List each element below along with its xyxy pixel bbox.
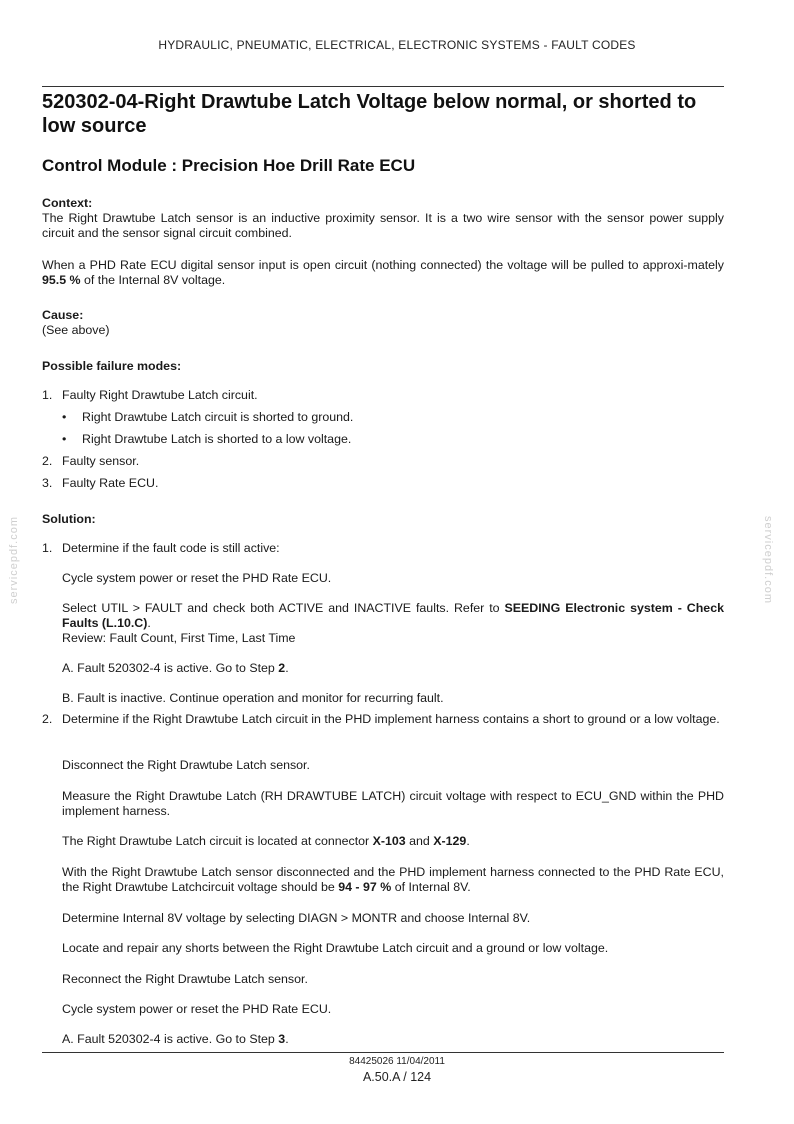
expected-voltage-value: 94 - 97 % (338, 880, 392, 894)
step-1-option-b: B. Fault is inactive. Continue operation and monitor for recurring fault. (62, 691, 444, 705)
step-2-locate: Locate and repair any shorts between the Right Drawtube Latch circuit and a ground or low voltage. (62, 941, 609, 955)
failure-item-number: 2. (42, 454, 53, 468)
step-1-select-tail: . (147, 616, 151, 630)
footer-document-number: 84425026 11/04/2011 (349, 1056, 445, 1067)
watermark-right: servicepdf.com (762, 516, 774, 604)
context-heading: Context: (42, 196, 93, 210)
failure-item-text: Faulty Rate ECU. (62, 476, 159, 490)
step-1-option-a (62, 661, 724, 676)
step-number: 2. (42, 712, 53, 726)
bullet-mark: • (62, 410, 67, 424)
step-2-option-a (62, 1032, 724, 1047)
context-paragraph-1: The Right Drawtube Latch sensor is an inductive proximity sensor. It is a two wire sensor with the sensor power supply circuit and the sensor signal circuit combined. (42, 211, 724, 240)
header-rule (42, 86, 724, 87)
fault-title: 520302-04-Right Drawtube Latch Voltage below normal, or shorted to low source (42, 91, 697, 137)
control-module-heading: Control Module : Precision Hoe Drill Rate ECU (42, 156, 416, 175)
bullet-text: Right Drawtube Latch circuit is shorted to ground. (82, 410, 354, 424)
option-a-step: 2 (278, 661, 286, 675)
step-1-select-text: Select UTIL > FAULT and check both ACTIVE and INACTIVE faults. Refer to (62, 601, 505, 615)
expected-voltage-text: With the Right Drawtube Latch sensor disconnected and the PHD implement harness connected to the PHD Rate ECU, the Right Drawtube Latchcircuit voltage should be (62, 865, 724, 894)
cause-heading: Cause: (42, 308, 84, 322)
failure-modes-heading: Possible failure modes: (42, 359, 182, 373)
context-p2-text: When a PHD Rate ECU digital sensor input is open circuit (nothing connected) the voltage will be pulled to approxi-mately (42, 258, 724, 272)
step-2-disconnect: Disconnect the Right Drawtube Latch sensor. (62, 758, 310, 772)
cause-text: (See above) (42, 323, 110, 337)
context-p2-value: 95.5 % (42, 273, 81, 287)
step-2-reconnect: Reconnect the Right Drawtube Latch sensor. (62, 972, 308, 986)
step-number: 1. (42, 541, 53, 555)
context-paragraph-2 (42, 258, 724, 288)
step-1-select (62, 601, 724, 631)
bullet-text: Right Drawtube Latch is shorted to a low voltage. (82, 432, 352, 446)
failure-item-number: 1. (42, 388, 53, 402)
failure-item-text: Faulty sensor. (62, 454, 140, 468)
option-a-step: 3 (278, 1032, 286, 1046)
connector-x103: X-103 (372, 834, 406, 848)
step-2-expected-voltage (62, 865, 724, 895)
bullet-mark: • (62, 432, 67, 446)
location-tail: . (466, 834, 470, 848)
check-faults-reference: SEEDING Electronic system - Check Faults (L.10.C) (62, 601, 724, 630)
solution-heading: Solution: (42, 512, 96, 526)
running-header: HYDRAULIC, PNEUMATIC, ELECTRICAL, ELECTRONIC SYSTEMS - FAULT CODES (158, 38, 636, 52)
option-a-tail: . (285, 661, 289, 675)
location-text: The Right Drawtube Latch circuit is located at connector (62, 834, 373, 848)
step-2-text: Determine if the Right Drawtube Latch circuit in the PHD implement harness contains a short to ground or a low voltage. (62, 712, 720, 726)
option-a-tail: . (285, 1032, 289, 1046)
location-and: and (405, 834, 434, 848)
watermark-left: servicepdf.com (8, 516, 20, 604)
step-1-cycle: Cycle system power or reset the PHD Rate ECU. (62, 571, 332, 585)
step-2-determine: Determine Internal 8V voltage by selecting DIAGN > MONTR and choose Internal 8V. (62, 911, 531, 925)
failure-item-text: Faulty Right Drawtube Latch circuit. (62, 388, 258, 402)
step-2-location (62, 834, 724, 849)
step-2-cycle: Cycle system power or reset the PHD Rate ECU. (62, 1002, 332, 1016)
option-a-text: A. Fault 520302-4 is active. Go to Step (62, 661, 279, 675)
step-2-measure: Measure the Right Drawtube Latch (RH DRAWTUBE LATCH) circuit voltage with respect to ECU_GND within the PHD implement harness. (62, 789, 724, 818)
step-1-text: Determine if the fault code is still active: (62, 541, 280, 555)
footer-page-number: A.50.A / 124 (362, 1070, 432, 1084)
footer-rule (42, 1052, 724, 1053)
step-1-review: Review: Fault Count, First Time, Last Time (62, 631, 296, 645)
context-p2-tail: of the Internal 8V voltage. (80, 273, 226, 287)
expected-voltage-tail: of Internal 8V. (391, 880, 471, 894)
connector-x129: X-129 (433, 834, 467, 848)
option-a-text: A. Fault 520302-4 is active. Go to Step (62, 1032, 279, 1046)
failure-item-number: 3. (42, 476, 53, 490)
